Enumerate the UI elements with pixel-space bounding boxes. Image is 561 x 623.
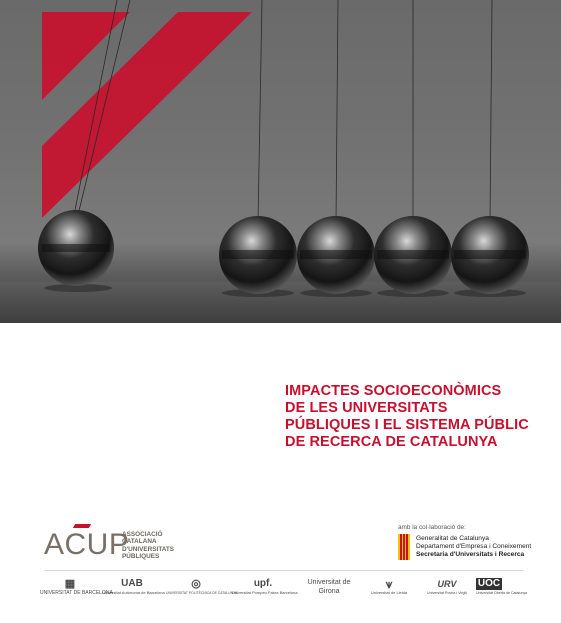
acup-desc-line: D'UNIVERSITATS: [122, 545, 175, 553]
title-line: IMPACTES SOCIOECONÒMICS: [285, 383, 502, 399]
title-line: DE LES UNIVERSITATS: [285, 400, 448, 416]
logo-caption: UNIVERSITAT POLITÈCNICA DE CATALUNYA: [166, 591, 238, 595]
acup-desc-line: CATALANA: [122, 538, 157, 546]
logo-caption: UNIVERSITAT DE BARCELONA: [40, 590, 113, 596]
generalitat-logo: [398, 534, 538, 564]
logo-caption: Universitat Oberta de Catalunya: [476, 591, 528, 595]
upf-icon: upf.: [253, 578, 273, 589]
university-logos: [40, 578, 530, 612]
logo-urv: [420, 578, 474, 612]
logo-caption: Universitat Rovira i Virgili: [427, 591, 467, 595]
acup-desc-line: ASSOCIACIÓ: [122, 531, 163, 538]
org-line: Secretaria d'Universitats i Recerca: [416, 551, 525, 558]
logo-uoc: [476, 578, 530, 612]
report-title: [285, 383, 555, 451]
title-line: DE RECERCA DE CATALUNYA: [285, 434, 498, 450]
uab-icon: UAB: [121, 578, 143, 589]
collaboration-label: amb la col·laboració de:: [398, 524, 466, 531]
udg-wordmark: Universitat de Girona: [307, 579, 351, 595]
logo-ub: [40, 578, 113, 612]
logo-udg: [302, 578, 356, 612]
udl-icon: ⩛: [385, 577, 393, 591]
logo-caption: Universitat Autònoma de Barcelona: [102, 590, 165, 595]
logo-upf: [232, 578, 298, 612]
generalitat-text: [416, 535, 531, 559]
acup-wordmark: ACUP: [44, 528, 130, 561]
urv-icon: URV: [437, 579, 457, 589]
acup-description: [122, 531, 192, 561]
senyera-icon: [398, 534, 410, 560]
org-line: Generalitat de Catalunya: [416, 535, 489, 542]
uoc-icon: UOC: [477, 578, 501, 589]
upc-icon: ◎: [191, 578, 201, 590]
acup-desc-line: PÚBLIQUES: [122, 553, 160, 561]
logo-upc: [166, 578, 238, 612]
divider: [44, 570, 524, 571]
logo-uab: [102, 578, 165, 612]
org-line: Departament d'Empresa i Coneixement: [416, 543, 532, 550]
logo-caption: Universitat Pompeu Fabra Barcelona: [232, 590, 298, 595]
title-line: PÚBLIQUES I EL SISTEMA PÚBLIC: [285, 417, 529, 433]
ub-icon: ▦: [64, 578, 76, 590]
logo-udl: [362, 578, 416, 612]
logo-caption: Universitat de Lleida: [370, 590, 408, 595]
